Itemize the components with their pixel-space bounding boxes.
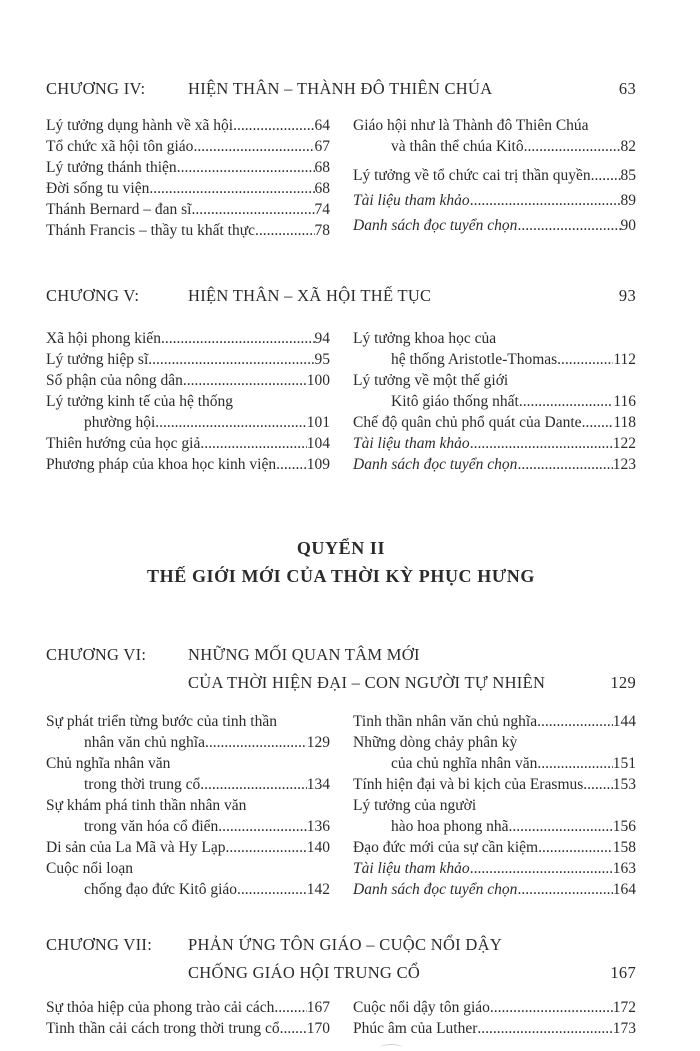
toc-entry[interactable]: Lý tưởng kinh tế của hệ thống phường hội ..... 101 xyxy=(46,391,330,433)
chapter-title: PHẢN ỨNG TÔN GIÁO – CUỘC NỔI DẬY xyxy=(188,935,503,954)
chapter-heading xyxy=(46,79,636,105)
chapter-number: CHƯƠNG VI: xyxy=(46,645,147,664)
toc-column-left xyxy=(46,115,330,241)
toc-entry[interactable]: Những dòng chảy phân kỳ của chủ nghĩa nhân văn ..... 151 xyxy=(353,732,636,774)
toc-column-left xyxy=(46,711,330,900)
toc-entry[interactable]: Thánh Francis – thầy tu khất thực ..... 78 xyxy=(46,220,330,241)
toc-entry[interactable]: Tài liệu tham khảo ..... 122 xyxy=(353,433,636,454)
toc-entry[interactable]: Di sản của La Mã và Hy Lạp ..... 140 xyxy=(46,837,330,858)
chapter-5 xyxy=(46,286,636,473)
toc-entry[interactable]: Sự phát triển từng bước của tinh thần nhân văn chủ nghĩa ..... 129 xyxy=(46,711,330,753)
toc-entry[interactable]: Danh sách đọc tuyển chọn ..... 123 xyxy=(353,454,636,475)
toc-entry[interactable]: Tài liệu tham khảo ..... 89 xyxy=(353,190,636,211)
chapter-title-line2: CỦA THỜI HIỆN ĐẠI – CON NGƯỜI TỰ NHIÊN xyxy=(188,673,546,692)
toc-entry[interactable]: Tính hiện đại và bi kịch của Erasmus ..... 153 xyxy=(353,774,636,795)
chapter-title: NHỮNG MỐI QUAN TÂM MỚI xyxy=(188,645,420,664)
toc-entry[interactable]: Lý tưởng khoa học của hệ thống Aristotle-Thomas ..... 112 xyxy=(353,328,636,370)
toc-column-left xyxy=(46,328,330,475)
toc-entry[interactable]: Đời sống tu viện ..... 68 xyxy=(46,178,330,199)
toc-entry[interactable]: Xã hội phong kiến ..... 94 xyxy=(46,328,330,349)
toc-entry[interactable]: Lý tưởng dụng hành về xã hội ..... 64 xyxy=(46,115,330,136)
toc-column-right xyxy=(353,997,636,1039)
chapter-page: 167 xyxy=(610,963,636,982)
toc-column-right xyxy=(353,328,636,475)
toc-entry[interactable]: Tinh thần cải cách trong thời trung cổ ..... 170 xyxy=(46,1018,330,1039)
toc-entry[interactable]: Số phận của nông dân ..... 100 xyxy=(46,370,330,391)
chapter-heading xyxy=(46,645,636,699)
toc-entry[interactable]: Sự thỏa hiệp của phong trào cải cách ..... 167 xyxy=(46,997,330,1018)
toc-entry[interactable]: Danh sách đọc tuyển chọn ..... 164 xyxy=(353,879,636,900)
toc-entry[interactable]: Thiên hướng của học giả ..... 104 xyxy=(46,433,330,454)
chapter-7 xyxy=(46,935,636,1037)
toc-entry[interactable]: Lý tưởng về một thế giới Kitô giáo thống nhất ..... 116 xyxy=(353,370,636,412)
toc-entry[interactable]: Tài liệu tham khảo ..... 163 xyxy=(353,858,636,879)
toc-entry[interactable]: Chủ nghĩa nhân văn trong thời trung cổ ..... 134 xyxy=(46,753,330,795)
book-title: THẾ GIỚI MỚI CỦA THỜI KỲ PHỤC HƯNG xyxy=(147,566,535,586)
chapter-heading xyxy=(46,935,636,989)
book-heading xyxy=(46,538,636,587)
toc-entry[interactable]: Thánh Bernard – đan sĩ ..... 74 xyxy=(46,199,330,220)
toc-entry[interactable]: Lý tưởng của người hào hoa phong nhã ..... 156 xyxy=(353,795,636,837)
toc-entry[interactable]: Cuộc nổi loạn chống đạo đức Kitô giáo ..... 142 xyxy=(46,858,330,900)
chapter-number: CHƯƠNG V: xyxy=(46,286,140,305)
chapter-title: HIỆN THÂN – THÀNH ĐÔ THIÊN CHÚA xyxy=(188,79,493,98)
chapter-title: HIỆN THÂN – XÃ HỘI THẾ TỤC xyxy=(188,286,432,305)
toc-entry[interactable]: Sự khám phá tinh thần nhân văn trong văn hóa cổ điển ..... 136 xyxy=(46,795,330,837)
toc-entry[interactable]: Lý tưởng thánh thiện ..... 68 xyxy=(46,157,330,178)
toc-column-right xyxy=(353,115,636,236)
toc-entry[interactable]: Danh sách đọc tuyển chọn ..... 90 xyxy=(353,215,636,236)
chapter-number: CHƯƠNG IV: xyxy=(46,79,146,98)
chapter-page: 63 xyxy=(618,79,636,98)
toc-page xyxy=(46,0,636,1050)
toc-entry[interactable]: Giáo hội như là Thành đô Thiên Chúa và thân thể chúa Kitô ..... 82 xyxy=(353,115,636,157)
chapter-page: 93 xyxy=(618,286,636,305)
toc-entry[interactable]: Tinh thần nhân văn chủ nghĩa ..... 144 xyxy=(353,711,636,732)
book-number: QUYỂN II xyxy=(296,538,386,558)
toc-entry[interactable]: Cuộc nổi dậy tôn giáo ..... 172 xyxy=(353,997,636,1018)
chapter-page: 129 xyxy=(610,673,636,692)
toc-entry[interactable]: Chế độ quân chủ phổ quát của Dante ..... 118 xyxy=(353,412,636,433)
toc-entry[interactable]: Lý tưởng hiệp sĩ ..... 95 xyxy=(46,349,330,370)
chapter-6 xyxy=(46,645,636,898)
toc-entry[interactable]: Tổ chức xã hội tôn giáo ..... 67 xyxy=(46,136,330,157)
toc-entry[interactable]: Phương pháp của khoa học kinh viện ..... 109 xyxy=(46,454,330,475)
chapter-title-line2: CHỐNG GIÁO HỘI TRUNG CỔ xyxy=(188,963,421,982)
toc-entry[interactable]: Đạo đức mới của sự cần kiệm ..... 158 xyxy=(353,837,636,858)
toc-entry[interactable]: Phúc âm của Luther ..... 173 xyxy=(353,1018,636,1039)
chapter-heading xyxy=(46,286,636,312)
toc-entry[interactable]: Lý tưởng về tổ chức cai trị thần quyền ..... 85 xyxy=(353,165,636,186)
chapter-number: CHƯƠNG VII: xyxy=(46,935,153,954)
toc-column-left xyxy=(46,997,330,1039)
chapter-4 xyxy=(46,79,636,239)
toc-column-right xyxy=(353,711,636,900)
